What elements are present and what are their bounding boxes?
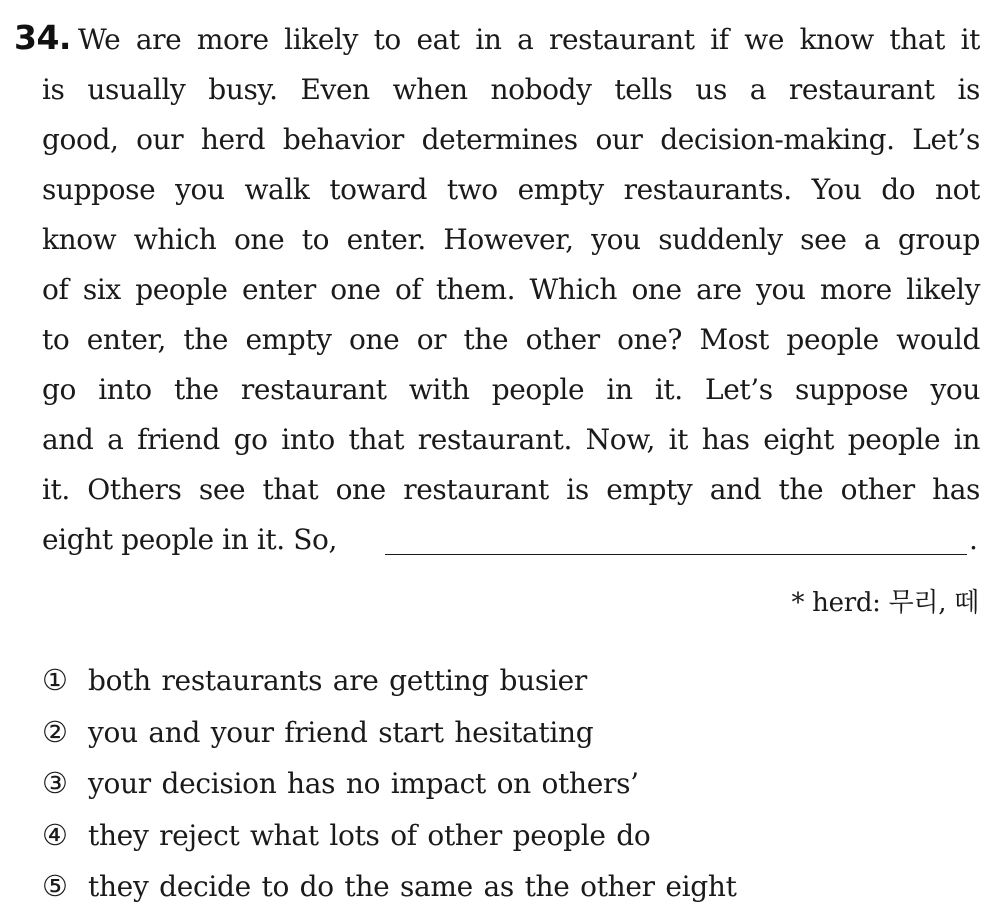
option-marker-5: ⑤ [42,869,68,903]
passage-final-text: eight people in it. So, [42,523,337,556]
passage-line: suppose you walk toward two empty restaurants. You do not [42,173,980,206]
option-5[interactable] [42,866,982,918]
answer-options [42,660,982,918]
option-1[interactable] [42,660,982,712]
option-text-2: you and your friend start hesitating [88,715,594,749]
option-marker-1: ① [42,663,68,697]
option-4[interactable] [42,815,982,867]
passage-line: know which one to enter. However, you suddenly see a group [42,223,980,256]
blank-period: . [969,523,978,556]
passage-line: go into the restaurant with people in it. Let’s suppose you [42,373,980,406]
option-text-1: both restaurants are getting busier [88,664,587,697]
passage-line: We are more likely to eat in a restaurant if we know that it [78,23,980,56]
question-number: 34. [14,18,71,57]
vocabulary-footnote: * herd: 무리, 떼 [791,588,979,618]
passage-line: of six people enter one of them. Which one are you more likely [42,273,980,306]
answer-blank [385,554,967,555]
option-2[interactable] [42,712,982,764]
option-3[interactable] [42,763,982,815]
option-text-4: they reject what lots of other people do [88,818,651,852]
option-text-3: your decision has no impact on others’ [88,767,639,800]
passage-line: is usually busy. Even when nobody tells us a restaurant is [42,73,980,106]
passage-final-line [42,520,982,564]
option-marker-2: ② [42,714,68,749]
passage-line: to enter, the empty one or the other one? Most people would [42,323,980,356]
option-text-5: they decide to do the same as the other eight [88,870,737,903]
passage-line: it. Others see that one restaurant is empty and the other has [42,473,980,506]
option-marker-3: ③ [42,766,68,800]
passage-line: and a friend go into that restaurant. Now, it has eight people in [42,423,980,456]
passage-line: good, our herd behavior determines our decision-making. Let’s [42,123,980,156]
option-marker-4: ④ [42,817,68,852]
